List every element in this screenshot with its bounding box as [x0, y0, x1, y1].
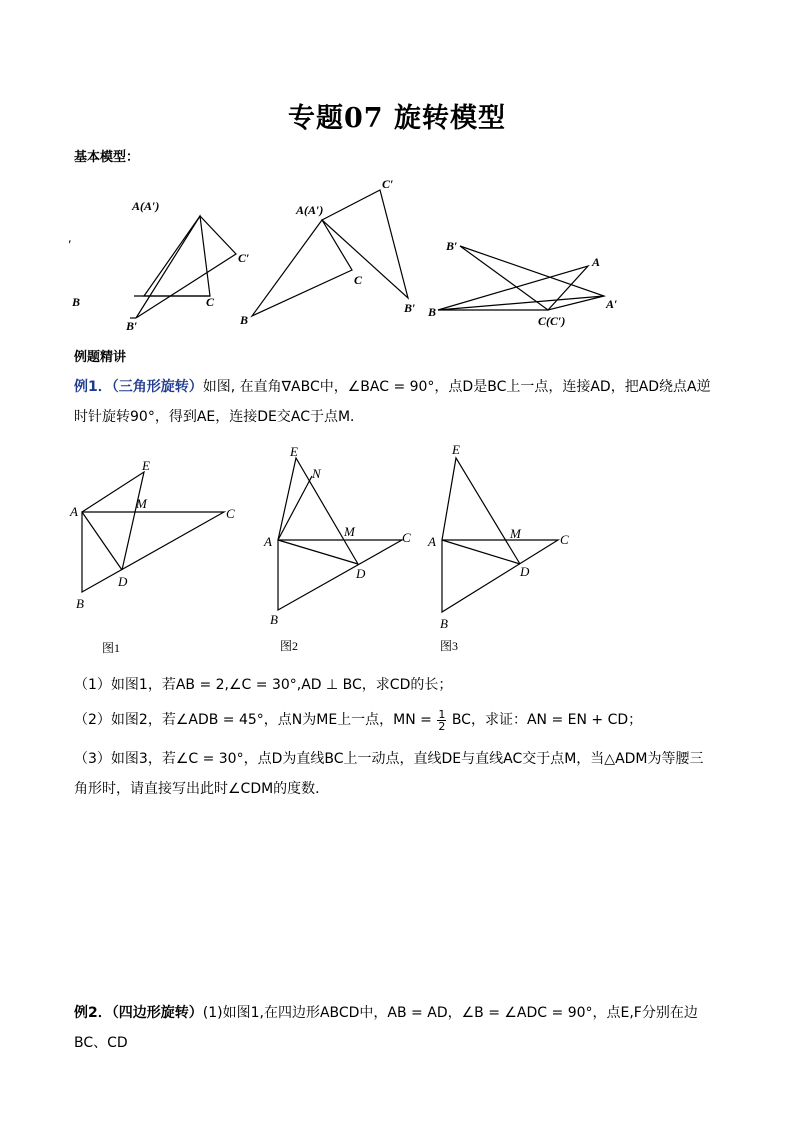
basic-fig1-label-b-prime: B′	[126, 319, 138, 333]
ex1-fig1-label-b: B	[76, 596, 84, 611]
ex1-fig2-label-n: N	[312, 466, 321, 481]
example1-q1	[74, 670, 730, 700]
basic-fig3-label-a: A	[592, 255, 601, 269]
example2-intro	[74, 998, 730, 1058]
ex1-fig2-label-c: C	[402, 530, 411, 545]
example1-label: 例1．	[74, 379, 112, 395]
ex1-fig2-label-d: D	[356, 566, 366, 581]
example1-q3-line1: （3）如图3，若∠C = 30°，点D为直线BC上一动点，直线DE与直线AC交于点M，当△ADM为等腰三	[74, 751, 704, 767]
basic-fig3-label-c: C(C′)	[538, 314, 566, 328]
basic-fig1-label-a: A(A′)	[132, 199, 160, 213]
example2-tag: （四边形旋转）	[111, 1005, 203, 1021]
section-basic-heading: 基本模型：	[74, 150, 140, 165]
example1-q2-post: BC，求证：AN = EN + CD；	[451, 712, 643, 728]
basic-fig2-label-a: A(A′)	[296, 203, 324, 217]
ex1-fig3-caption: 图3	[440, 639, 459, 653]
basic-fig1-triangle-abc	[144, 216, 210, 296]
example2-line1: (1)如图1,在四边形ABCD中，AB = AD，∠B = ∠ADC = 90°，点E,F分别在边BC、CD	[74, 1005, 698, 1051]
ex1-fig2-triangle-abc	[278, 540, 402, 610]
basic-model-figures	[60, 170, 660, 340]
ex1-fig1-label-e: E	[142, 458, 150, 473]
ex1-fig3-label-a: A	[428, 534, 436, 549]
example1-intro	[74, 372, 730, 432]
basic-fig3-label-b-prime: B′	[446, 239, 458, 253]
ex1-fig1-label-a: A	[70, 504, 78, 519]
basic-fig2-label-b-prime: B′	[404, 301, 416, 315]
example1-q3	[74, 744, 730, 804]
example1-tag: （三角形旋转）	[111, 379, 203, 395]
basic-fig1-label-b: B	[72, 295, 81, 309]
ex1-fig3-label-d: D	[520, 564, 530, 579]
basic-fig2-label-c-prime: C′	[382, 177, 394, 191]
basic-fig3-label-b: B	[428, 305, 437, 319]
ex1-fig1-triangle-abc	[82, 512, 224, 592]
example2-label: 例2．	[74, 1005, 112, 1021]
ex1-fig1-caption: 图1	[102, 641, 121, 655]
section-examples-heading: 例题精讲	[74, 350, 127, 365]
ex1-fig3-label-c: C	[560, 532, 569, 547]
ex1-fig3-label-e: E	[452, 442, 460, 457]
ex1-fig1-label-c: C	[226, 506, 235, 521]
ex1-fig2-label-b: B	[270, 612, 278, 627]
example1-q2-pre: （2）如图2，若∠ADB = 45°，点N为ME上一点，MN =	[74, 712, 432, 728]
basic-fig3-triangle-rotated	[460, 246, 604, 310]
example1-intro-line2: 时针旋转90°，得到AE，连接DE交AC于点M．	[74, 409, 365, 425]
basic-fig2-label-c: C	[354, 273, 363, 287]
fraction-one-half	[437, 709, 446, 732]
ex1-fig2-label-a: A	[264, 534, 272, 549]
fraction-numerator: 1	[438, 707, 446, 721]
example1-figures	[60, 440, 620, 665]
example1-intro-line1: 如图, 在直角∇ABC中，∠BAC = 90°，点D是BC上一点，连接AD，把AD绕点A逆	[202, 379, 711, 395]
ex1-fig1-label-m: M	[136, 496, 147, 511]
example1-q1-text: （1）如图1，若AB = 2,∠C = 30°,AD ⊥ BC，求CD的长；	[74, 677, 453, 693]
basic-fig2-triangle-rotated	[322, 190, 408, 298]
basic-fig3-label-a-prime: A′	[606, 297, 618, 311]
ex1-fig3-label-m: M	[510, 526, 521, 541]
basic-fig1-triangle-rotated	[136, 216, 236, 318]
ex1-fig2-label-e: E	[290, 444, 298, 459]
page-title: 专题07 旋转模型	[288, 103, 506, 134]
basic-fig1-label-c: C	[206, 295, 215, 309]
ex1-fig2-label-m: M	[344, 524, 355, 539]
ex1-fig3-label-b: B	[440, 616, 448, 631]
basic-fig1-label-c-prime: C′	[238, 251, 250, 265]
ex1-fig3-triangle-abc	[442, 540, 558, 612]
basic-fig2-label-b: B	[240, 313, 249, 327]
fraction-denominator: 2	[438, 719, 446, 733]
ex1-fig1-label-d: D	[118, 574, 128, 589]
ex1-fig2-caption: 图2	[280, 639, 299, 653]
basic-fig1-edge-mark: ′	[68, 237, 72, 251]
example1-q3-line2: 角形时，请直接写出此时∠CDM的度数．	[74, 781, 330, 797]
example1-q2	[74, 705, 730, 735]
